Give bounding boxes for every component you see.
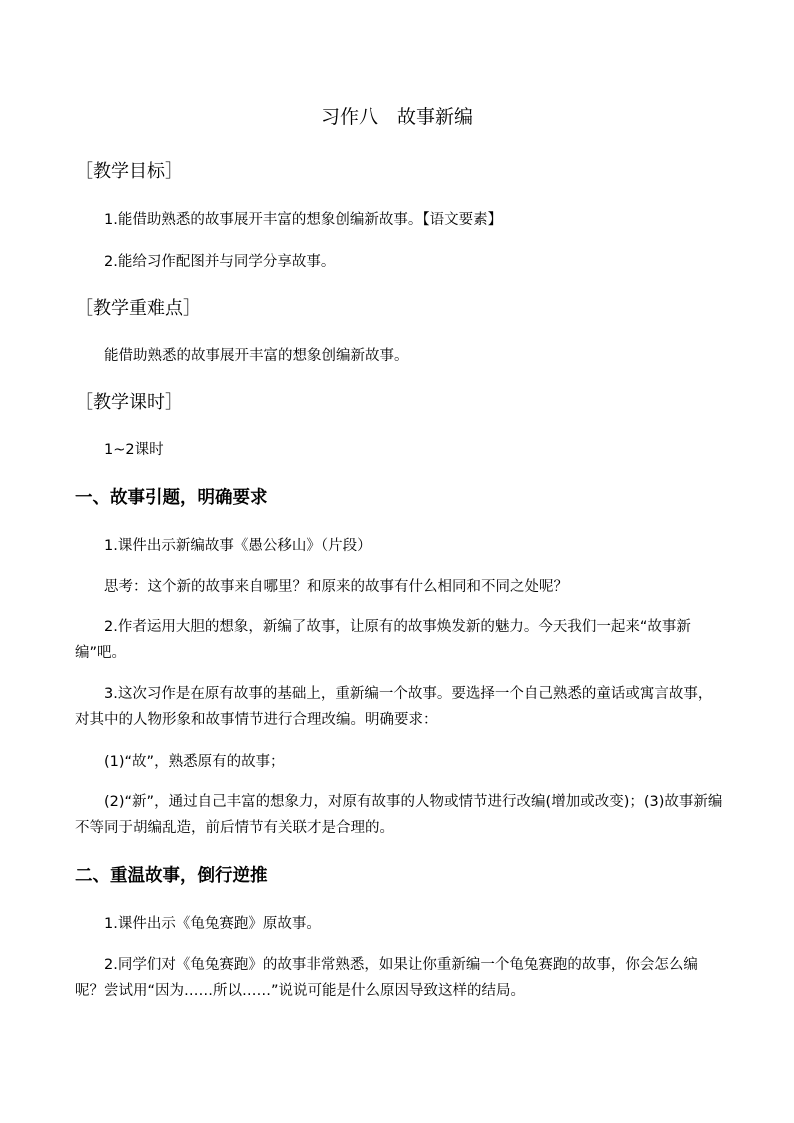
key-points-heading: ［教学重难点］ bbox=[75, 298, 201, 319]
page-title: 习作八 故事新编 bbox=[320, 106, 473, 128]
class-hours-heading: ［教学课时］ bbox=[75, 392, 183, 413]
part-one-req-2: (2)“新”，通过自己丰富的想象力，对原有故事的人物或情节进行改编(增加或改变)；(3)故事新编不等同于胡编乱造，前后情节有关联才是合理的。 bbox=[75, 794, 723, 836]
part-one-think: 思考：这个新的故事来自哪里？和原来的故事有什么相同和不同之处呢？ bbox=[104, 579, 568, 595]
part-one-heading: 一、故事引题，明确要求 bbox=[75, 488, 268, 508]
part-one-item-2: 2.作者运用大胆的想象，新编了故事，让原有的故事焕发新的魅力。今天我们一起来“故事新编”吧。 bbox=[75, 619, 691, 661]
part-two-heading: 二、重温故事，倒行逆推 bbox=[75, 866, 268, 886]
part-one-req-1: (1)“故”，熟悉原有的故事； bbox=[104, 754, 285, 770]
goals-heading: ［教学目标］ bbox=[75, 161, 183, 182]
part-two-item-2: 2.同学们对《龟兔赛跑》的故事非常熟悉，如果让你重新编一个龟兔赛跑的故事，你会怎么编呢？尝试用“因为……所以……”说说可能是什么原因导致这样的结局。 bbox=[75, 957, 698, 999]
goal-item-2: 2.能给习作配图并与同学分享故事。 bbox=[104, 254, 336, 270]
key-points-text: 能借助熟悉的故事展开丰富的想象创编新故事。 bbox=[104, 348, 409, 364]
goal-item-1: 1.能借助熟悉的故事展开丰富的想象创编新故事。【语文要素】 bbox=[104, 212, 503, 228]
part-one-item-1: 1.课件出示新编故事《愚公移山》（片段） bbox=[104, 538, 372, 554]
class-hours-text: 1~2课时 bbox=[104, 442, 164, 458]
part-two-item-1: 1.课件出示《龟兔赛跑》原故事。 bbox=[104, 916, 321, 932]
part-one-item-3: 3.这次习作是在原有故事的基础上，重新编一个故事。要选择一个自己熟悉的童话或寓言故事，对其中的人物形象和故事情节进行合理改编。明确要求： bbox=[75, 686, 713, 728]
